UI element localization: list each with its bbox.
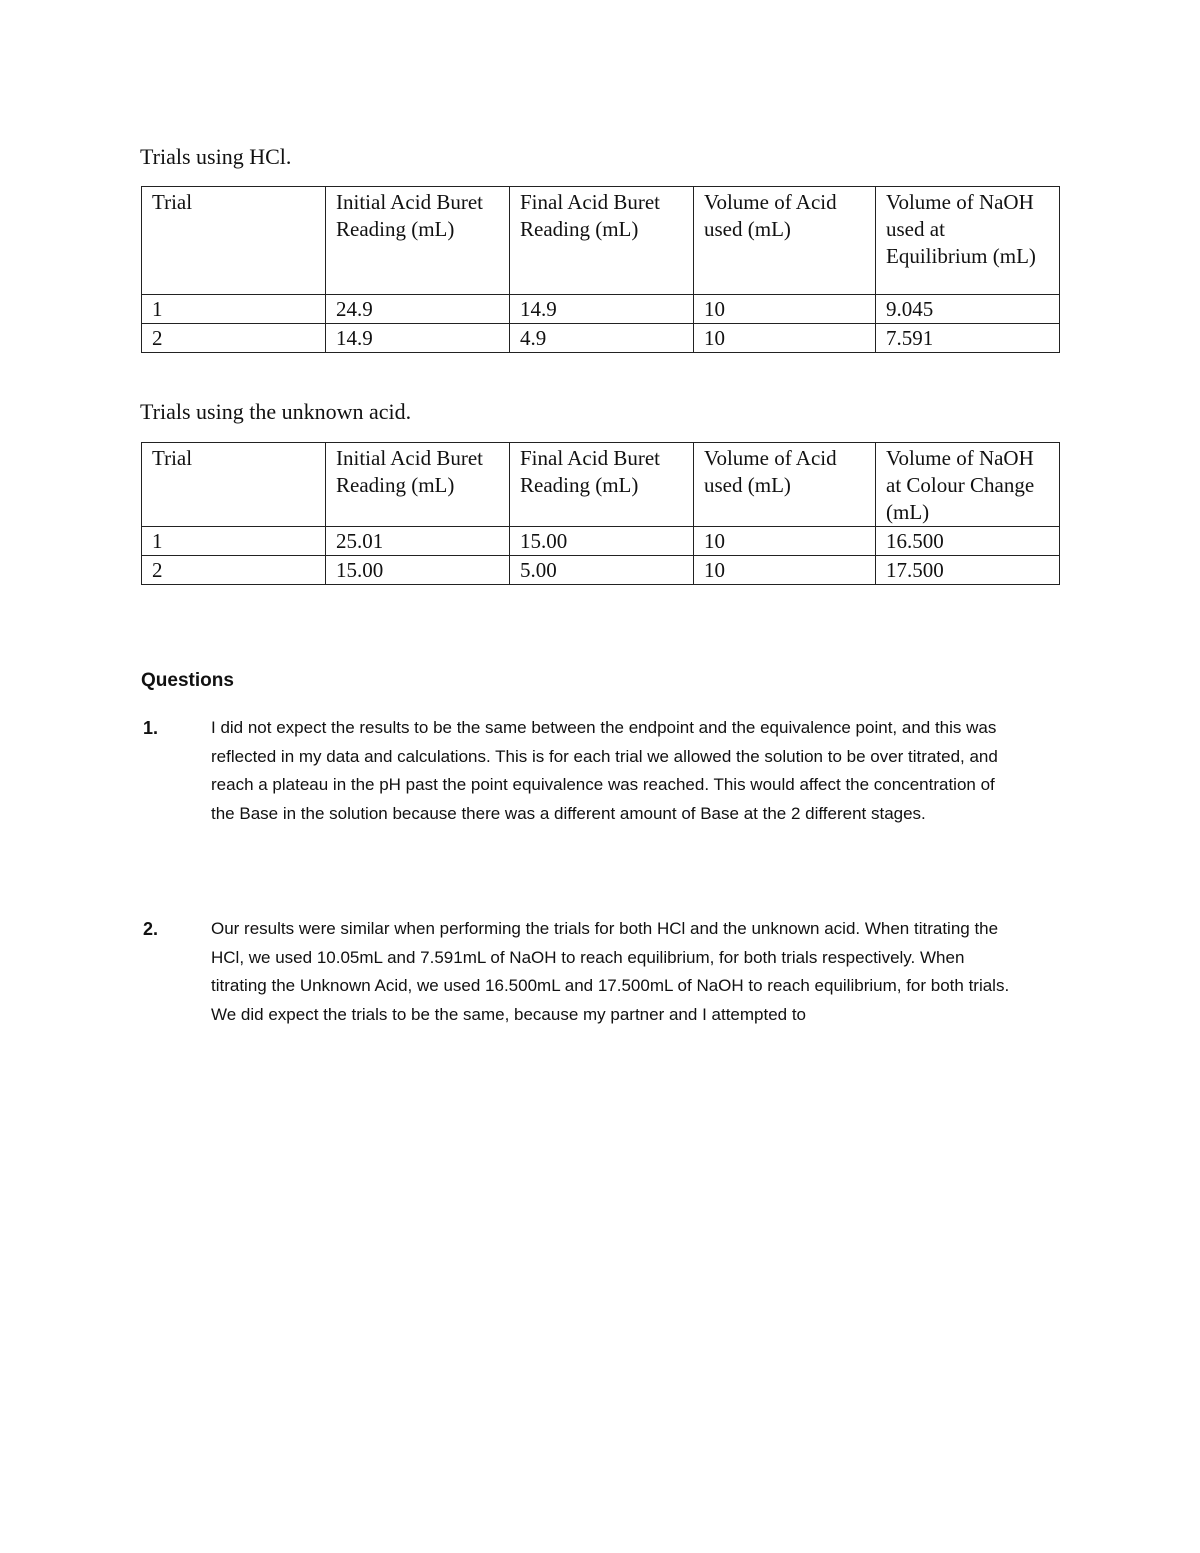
question-text: Our results were similar when performing the trials for both HCl and the unknown acid. When titrating the HCl, we used 10.05mL and 7.591mL of NaOH to reach equilibrium, for both trials respectively. When titrating the Unknown Acid, we used 16.500mL and 17.500mL of NaOH to reach equilibrium, for both trials. We did expect the trials to be the same, because my partner and I attempted to — [211, 919, 1010, 1024]
column-header: Trial — [142, 187, 326, 295]
table-cell: 2 — [142, 324, 326, 353]
table-header-row — [142, 443, 1060, 527]
table-cell: 7.591 — [876, 324, 1060, 353]
table-cell: 24.9 — [326, 295, 510, 324]
table-header-row — [142, 187, 1060, 295]
table-cell: 5.00 — [510, 556, 694, 585]
questions-heading: Questions — [141, 670, 234, 691]
question-item-1 — [140, 714, 1020, 828]
column-header: Initial Acid Buret Reading (mL) — [326, 443, 510, 527]
question-number: 1. — [143, 718, 159, 738]
table-cell: 1 — [142, 295, 326, 324]
table-cell: 16.500 — [876, 527, 1060, 556]
table-cell: 17.500 — [876, 556, 1060, 585]
hcl-trials-table — [141, 186, 1060, 353]
table-cell: 10 — [694, 324, 876, 353]
table-cell: 4.9 — [510, 324, 694, 353]
table-cell: 2 — [142, 556, 326, 585]
question-text: I did not expect the results to be the same between the endpoint and the equivalence point, and this was reflected in my data and calculations. This is for each trial we allowed the solution to be over titrated, and reach a plateau in the pH past the point equivalence was reached. This would affect the concentration of the Base in the solution because there was a different amount of Base at the 2 different stages. — [211, 718, 998, 823]
table-row — [142, 556, 1060, 585]
column-header: Volume of NaOH at Colour Change (mL) — [876, 443, 1060, 527]
column-header: Volume of NaOH used at Equilibrium (mL) — [876, 187, 1060, 295]
table-cell: 15.00 — [326, 556, 510, 585]
column-header: Volume of Acid used (mL) — [694, 443, 876, 527]
column-header: Final Acid Buret Reading (mL) — [510, 443, 694, 527]
table-cell: 14.9 — [326, 324, 510, 353]
hcl-section-title: Trials using HCl. — [140, 144, 292, 169]
table-row — [142, 295, 1060, 324]
table-cell: 15.00 — [510, 527, 694, 556]
column-header: Volume of Acid used (mL) — [694, 187, 876, 295]
table-cell: 10 — [694, 556, 876, 585]
table-row — [142, 527, 1060, 556]
question-number: 2. — [143, 919, 159, 939]
table-cell: 10 — [694, 527, 876, 556]
unknown-section-title: Trials using the unknown acid. — [140, 399, 412, 424]
table-cell: 1 — [142, 527, 326, 556]
table-cell: 25.01 — [326, 527, 510, 556]
table-cell: 14.9 — [510, 295, 694, 324]
column-header: Trial — [142, 443, 326, 527]
table-cell: 10 — [694, 295, 876, 324]
unknown-trials-table — [141, 442, 1060, 585]
table-row — [142, 324, 1060, 353]
column-header: Initial Acid Buret Reading (mL) — [326, 187, 510, 295]
question-item-2 — [140, 915, 1020, 1029]
column-header: Final Acid Buret Reading (mL) — [510, 187, 694, 295]
table-cell: 9.045 — [876, 295, 1060, 324]
